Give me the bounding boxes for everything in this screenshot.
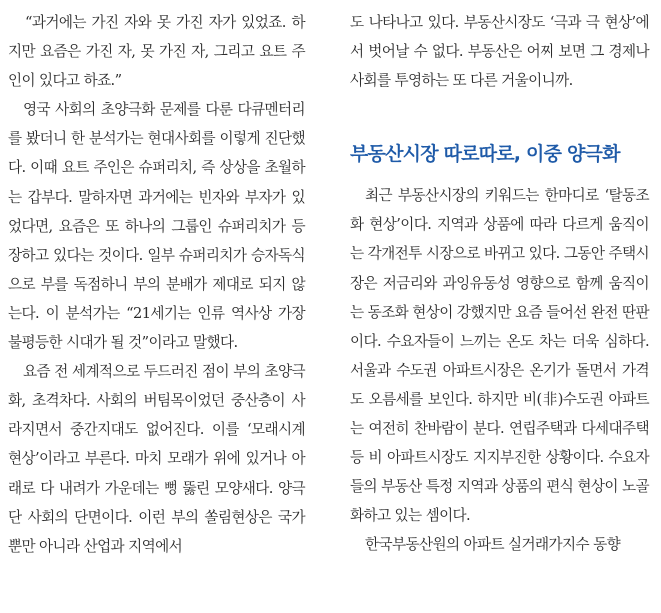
body-paragraph: 요즘 전 세계적으로 두드러진 점이 부의 초양극화, 초격차다. 사회의 버팀목이었던 중산층이 사라지면서 중간지대도 없어진다. 이를 ‘모래시계 현상’이라고 부른다. 마치 모래가 위에 있거나 아래로 다 내려가 가운데는 뻥 뚫린 모양새다. 양극단 사회의 단면이다. 이런 부의 쏠림현상은 국가뿐만 아니라 산업과 지역에서 bbox=[8, 363, 305, 555]
right-column bbox=[350, 8, 649, 560]
body-paragraph: 영국 사회의 초양극화 문제를 다룬 다큐멘터리를 봤더니 한 분석가는 현대사회를 이렇게 진단했다. 이때 요트 주인은 슈퍼리치, 즉 상상을 초월하는 갑부다. 말하자면 과거에는 빈자와 부자가 있었다면, 요즘은 또 하나의 그룹인 슈퍼리치가 등장하고 있다는 것이다. 일부 슈퍼리치가 승자독식으로 부를 독점하니 부의 분배가 제대로 되지 않는다. 이 분석가는 “21세기는 인류 역사상 가장 불평등한 시대가 될 것”이라고 말했다. bbox=[8, 101, 305, 352]
continued-paragraph: 도 나타나고 있다. 부동산시장도 ‘극과 극 현상’에서 벗어날 수 없다. 부동산은 어찌 보면 그 경제나 사회를 투영하는 또 다른 거울이니까. bbox=[350, 14, 649, 90]
body-paragraph: 최근 부동산시장의 키워드는 한마디로 ‘탈동조화 현상’이다. 지역과 상품에 따라 다르게 움직이는 각개전투 시장으로 바뀌고 있다. 그동안 주택시장은 저금리와 과잉유동성 영향으로 함께 움직이는 동조화 현상이 강했지만 요즘 들어선 완전 딴판이다. 수요자들이 느끼는 온도 차는 더욱 심하다. 서울과 수도권 아파트시장은 온기가 돌면서 가격도 오름세를 보인다. 하지만 비(非)수도권 아파트는 여전히 찬바람이 분다. 연립주택과 다세대주택 등 비 아파트시장도 지지부진한 상황이다. 수요자들의 부동산 특정 지역과 상품의 편식 현상이 노골화하고 있는 셈이다. bbox=[350, 187, 649, 525]
body-paragraph: 한국부동산원의 아파트 실거래가지수 동향 bbox=[365, 536, 621, 554]
quote-paragraph: “과거에는 가진 자와 못 가진 자가 있었죠. 하지만 요즘은 가진 자, 못 가진 자, 그리고 요트 주인이 있다고 하죠.” bbox=[8, 14, 305, 90]
section-heading: 부동산시장 따로따로, 이중 양극화 bbox=[350, 143, 620, 166]
left-column bbox=[8, 8, 305, 561]
